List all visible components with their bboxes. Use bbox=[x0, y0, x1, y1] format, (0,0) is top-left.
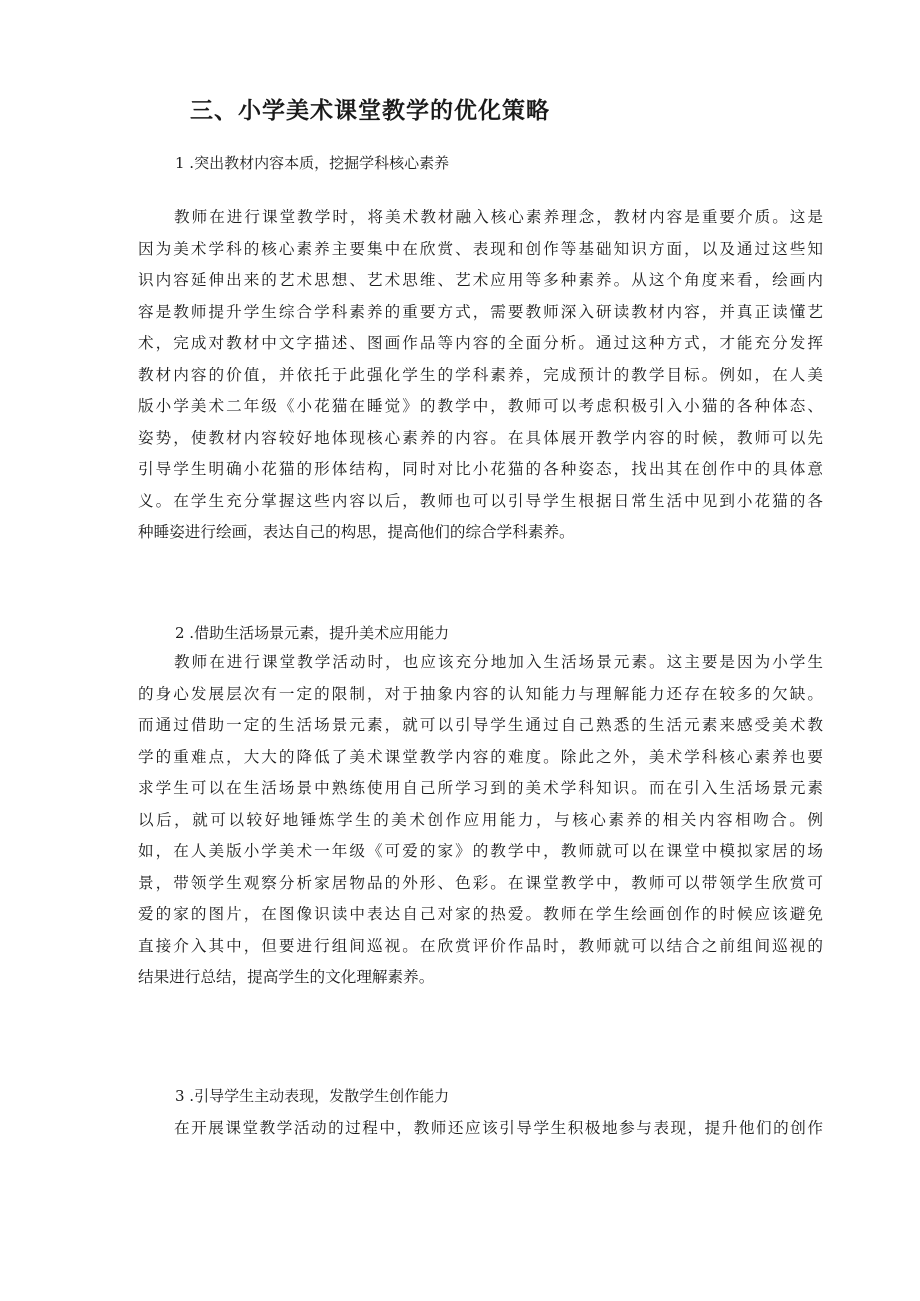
paragraph-line: 学的重难点，大大的降低了美术课堂教学内容的难度。除此之外，美术学科核心素养也要 bbox=[138, 747, 823, 766]
paragraph-line: 而通过借助一定的生活场景元素，就可以引导学生通过自己熟悉的生活元素来感受美术教 bbox=[138, 716, 823, 734]
section-title: 三、小学美术课堂教学的优化策略 bbox=[190, 98, 550, 124]
paragraph-line: 容是教师提升学生综合学科素养的重要方式，需要教师深入研读教材内容，并真正读懂艺 bbox=[138, 302, 823, 321]
paragraph-line: 在开展课堂教学活动的过程中，教师还应该引导学生积极地参与表现，提升他们的创作 bbox=[174, 1119, 823, 1137]
paragraph-line: 景，带领学生观察分析家居物品的外形、色彩。在课堂教学中，教师可以带领学生欣赏可 bbox=[138, 873, 823, 892]
paragraph-line: 教师在进行课堂教学活动时，也应该充分地加入生活场景元素。这主要是因为小学生 bbox=[174, 653, 823, 671]
paragraph-line: 教师在进行课堂教学时，将美术教材融入核心素养理念，教材内容是重要介质。这是 bbox=[174, 208, 823, 226]
paragraph-line: 因为美术学科的核心素养主要集中在欣赏、表现和创作等基础知识方面，以及通过这些知 bbox=[138, 239, 823, 258]
paragraph-line: 版小学美术二年级《小花猫在睡觉》的教学中，教师可以考虑积极引入小猫的各种体态、 bbox=[138, 397, 823, 415]
paragraph-line: 义。在学生充分掌握这些内容以后，教师也可以引导学生根据日常生活中见到小花猫的各 bbox=[138, 491, 823, 510]
paragraph-line: 以后，就可以较好地锤炼学生的美术创作应用能力，与核心素养的相关内容相吻合。例 bbox=[138, 810, 823, 829]
paragraph-line: 种睡姿进行绘画，表达自己的构思，提高他们的综合学科素养。 bbox=[138, 523, 575, 541]
subheading-1: 1 .突出教材内容本质，挖掘学科核心素养 bbox=[175, 154, 450, 172]
paragraph-line: 术，完成对教材中文字描述、图画作品等内容的全面分析。通过这种方式，才能充分发挥 bbox=[138, 334, 823, 352]
paragraph-1 bbox=[138, 202, 823, 549]
paragraph-line: 如，在人美版小学美术一年级《可爱的家》的教学中，教师就可以在课堂中模拟家居的场 bbox=[138, 842, 823, 860]
paragraph-line: 的身心发展层次有一定的限制，对于抽象内容的认知能力与理解能力还存在较多的欠缺。 bbox=[138, 684, 823, 703]
paragraph-line: 结果进行总结，提高学生的文化理解素养。 bbox=[138, 968, 435, 986]
subheading-3: 3 .引导学生主动表现，发散学生创作能力 bbox=[175, 1087, 450, 1105]
paragraph-line: 爱的家的图片，在图像识读中表达自己对家的热爱。教师在学生绘画创作的时候应该避免 bbox=[138, 905, 823, 923]
paragraph-2 bbox=[138, 647, 823, 994]
paragraph-line: 求学生可以在生活场景中熟练使用自己所学习到的美术学科知识。而在引入生活场景元素 bbox=[138, 779, 823, 797]
paragraph-line: 直接介入其中，但要进行组间巡视。在欣赏评价作品时，教师就可以结合之前组间巡视的 bbox=[138, 936, 823, 955]
subheading-2: 2 .借助生活场景元素，提升美术应用能力 bbox=[175, 624, 450, 642]
paragraph-line: 引导学生明确小花猫的形体结构，同时对比小花猫的各种姿态，找出其在创作中的具体意 bbox=[138, 460, 823, 478]
paragraph-line: 识内容延伸出来的艺术思想、艺术思维、艺术应用等多种素养。从这个角度来看，绘画内 bbox=[138, 271, 823, 289]
paragraph-line: 姿势，使教材内容较好地体现核心素养的内容。在具体展开教学内容的时候，教师可以先 bbox=[138, 428, 823, 447]
paragraph-line: 教材内容的价值，并依托于此强化学生的学科素养，完成预计的教学目标。例如，在人美 bbox=[138, 365, 823, 384]
paragraph-3 bbox=[138, 1113, 823, 1145]
